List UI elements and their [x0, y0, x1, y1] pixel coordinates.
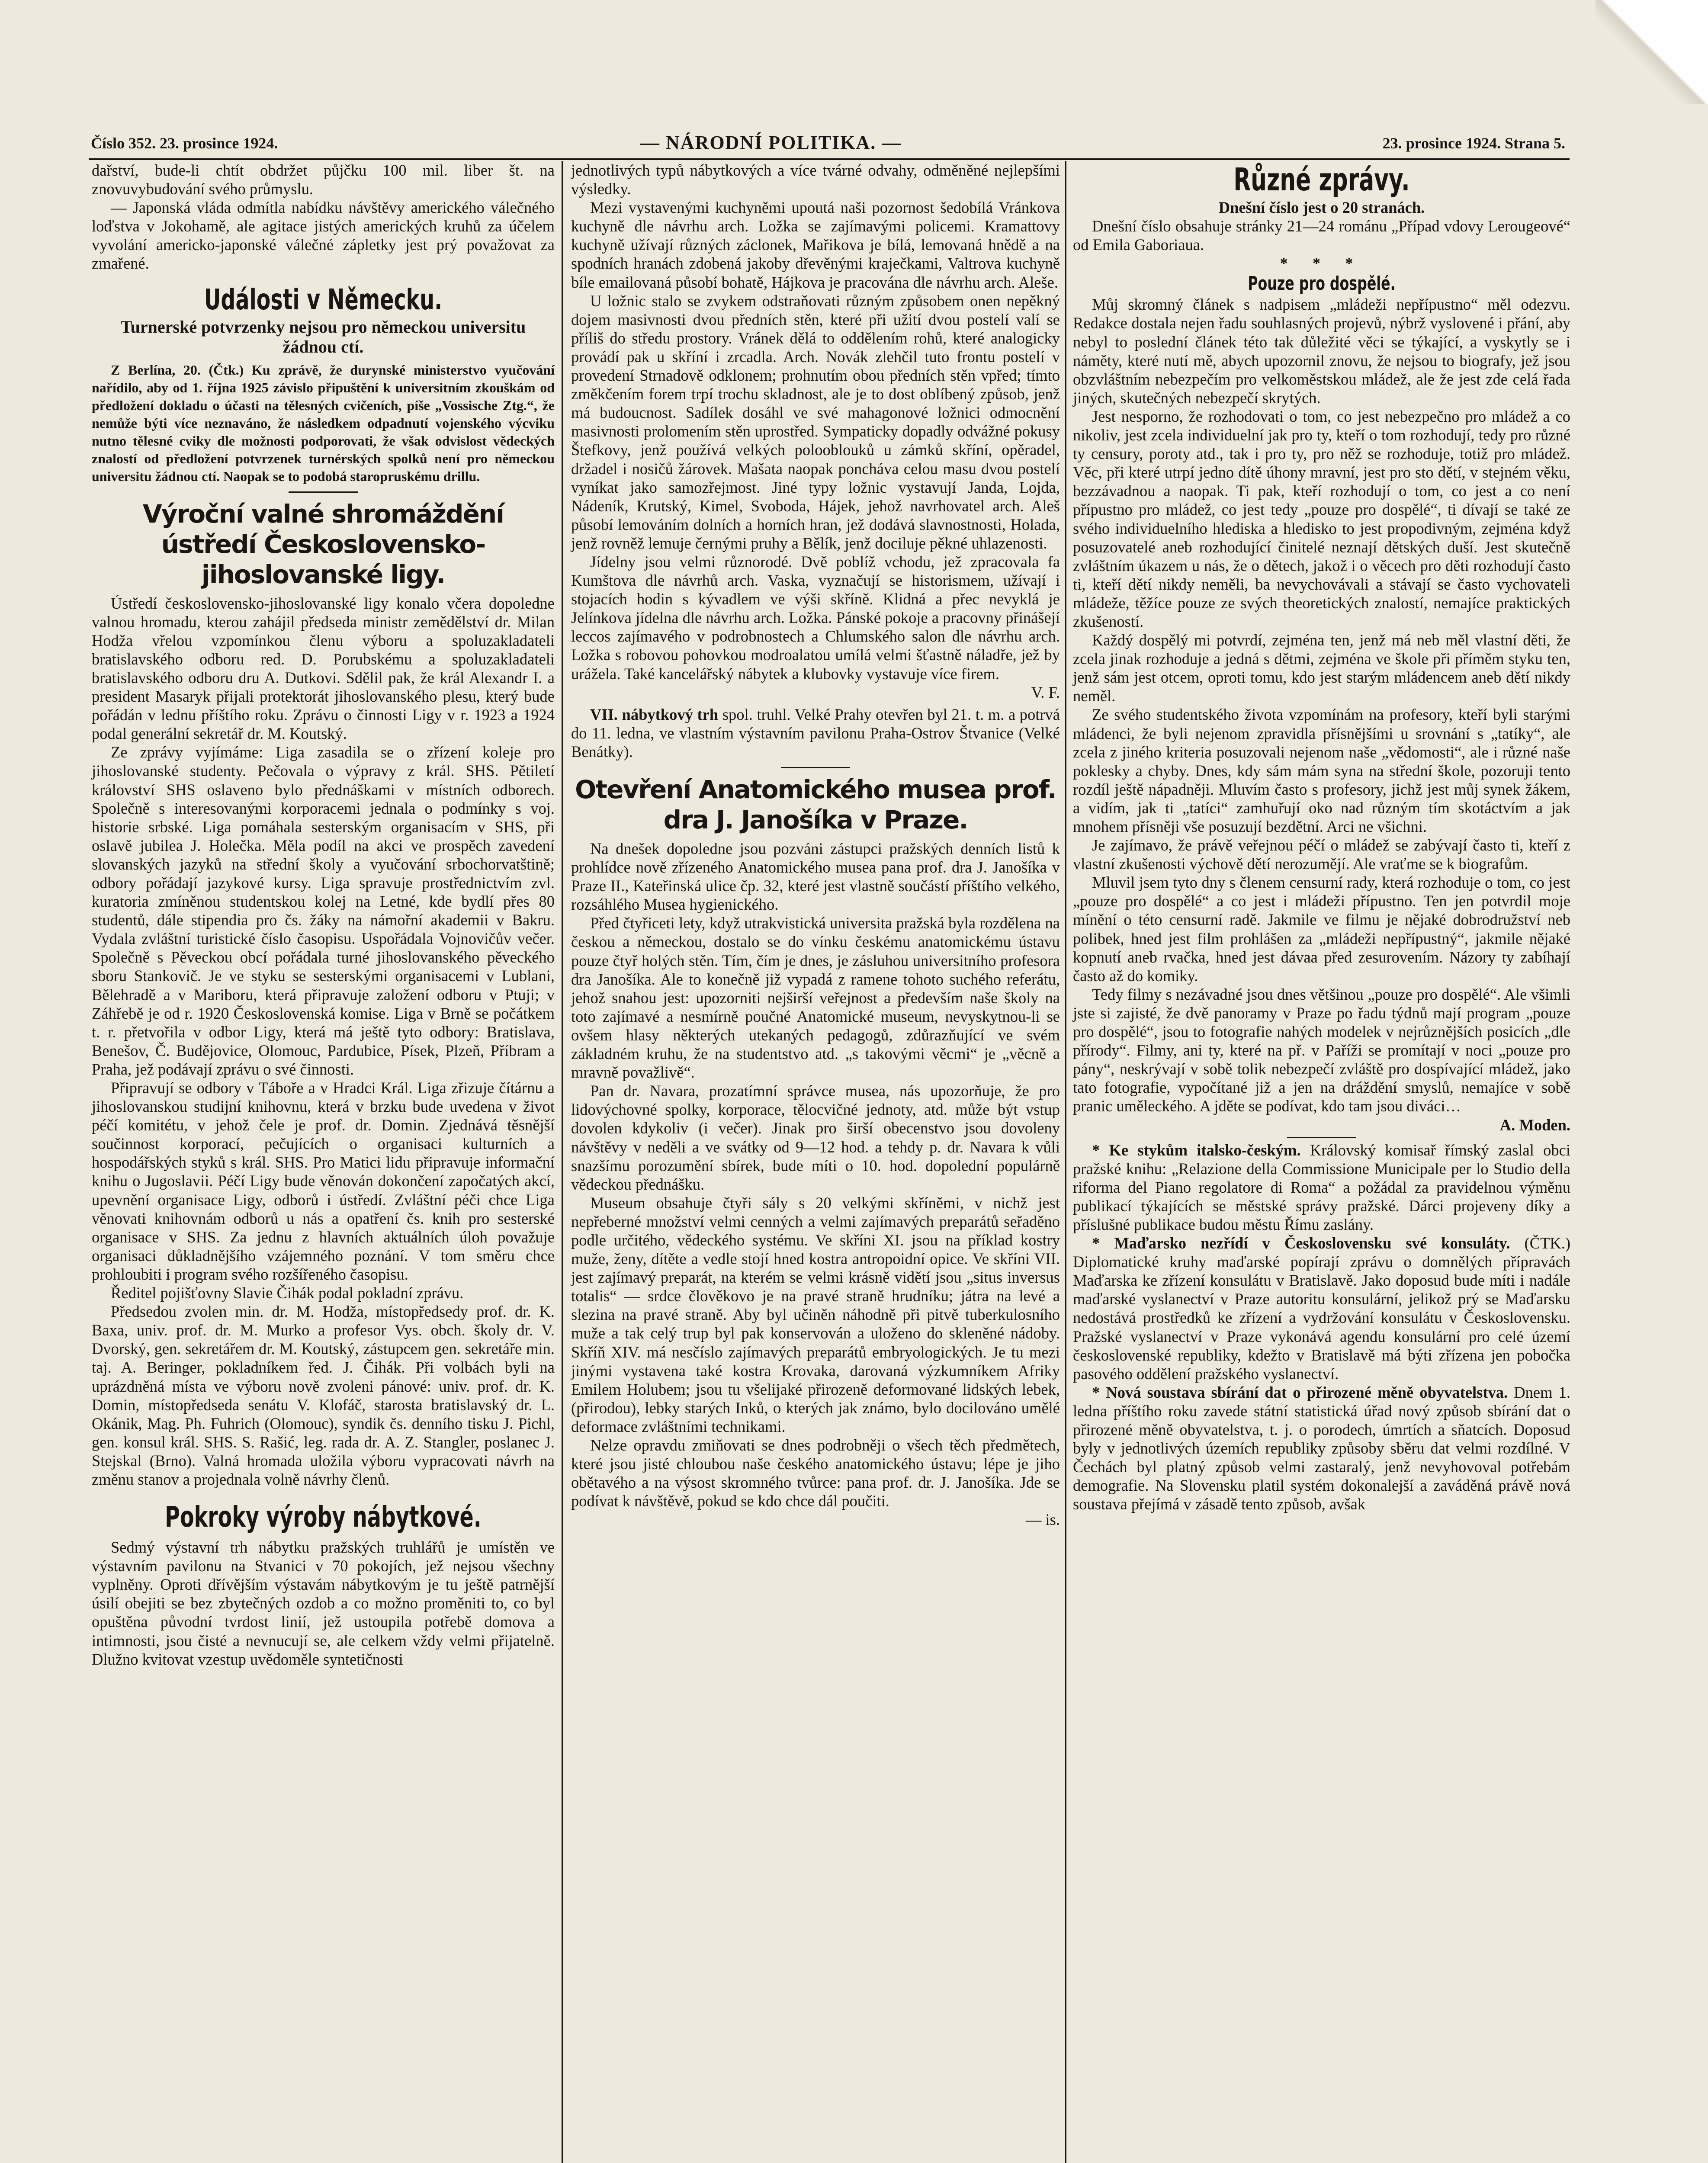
separator-rule: [781, 767, 850, 768]
paragraph: Mluvil jsem tyto dny s členem censurní rady, která rozhoduje o tom, co jest „pouze pro dospělé“ a co jest i mládeži přípustno. Ten jen potvrdil moje mínění o této censurní radě. Jakmile ve filmu je nějaké dobrodružství neb polibek, hned jest film prohlášen za „mládeži nepřípustný“, jakmile nějaké kopnutí aneb rvačka, hned jest dávaa před zesurovením. Názory ty zabíhají často až do komiky.: [1073, 873, 1570, 985]
author-signature: A. Moden.: [1499, 1116, 1570, 1134]
paragraph-text: Královský komisař římský zaslal obci pražské knihu: „Relazione della Commissione Municipale per lo Studio della riforma del Piano regolatore di Roma“ a požádal za pravidelnou výměnu publikací týkajících se městské správy pražské. Dárci projeveny díky a příslušné publikace budou městu Římu zaslány.: [1073, 1141, 1571, 1233]
lead-in: VII. nábytkový trh: [590, 705, 719, 723]
headline: Výroční valné shromáždění ústředí Československo-jihoslovanské ligy.: [142, 499, 504, 589]
header-rule: [89, 158, 1570, 160]
date-and-page: 23. prosince 1924. Strana 5.: [1382, 135, 1565, 152]
paragraph: Na dnešek dopoledne jsou pozváni zástupci pražských denních listů k prohlídce nově zřízeného Anatomického musea pana prof. dra J. Janošíka v Praze II., Kateřinská ulice čp. 32, které jest vlastně součástí příštího velkého, rozsáhlého Musea hygienického.: [571, 840, 1060, 914]
paragraph: Z Berlína, 20. (Čtk.) Ku zprávě, že durynské ministerstvo vyučování nařídilo, aby od 1. října 1925 závislo připuštění k universitním zkouškám od předložení dokladu o účasti na tělesných cvičeních, píše „Vossische Ztg.“, že nemůže býti více neznaváno, že následkem odpadnutí vojenského výcviku nutno tělesné cviky dle možnosti podporovati, že však odvislost vědeckých znalostí od předložení potvrzenek turnérských spolků není pro německou universitu žádnou ctí. Naopak se to podobá staropruskému drillu.: [92, 362, 555, 484]
column-divider-1: [562, 161, 563, 2163]
author-signature: — is.: [1025, 1511, 1060, 1529]
headline: Události v Německu.: [204, 282, 443, 316]
section-stars: * * *: [1280, 254, 1364, 273]
paragraph: Sedmý výstavní trh nábytku pražských truhlářů je umístěn ve výstavním pavilonu na Stvanici v 70 pokojích, jež nejsou všechny vyplněny. Oproti dřívějším výstavám nábytkovým je tu ještě patrnější úsilí obejiti se bez zbytečných ozdob a co možno proměniti to, co byl opuštěna původní tvrdost linií, jež ustoupila potřebě domova a intimnosti, jsou čisté a nevnucují se, ale celkem vždy velmi přijatelně. Dlužno kvitovat vzestup uvědoměle syntetičnosti: [92, 1538, 555, 1668]
lead-in: * Ke stykům italsko-českým.: [1092, 1141, 1301, 1159]
paragraph-text: Dnem 1. ledna příštího roku zavede státní statistická úřad nový způsob sbírání dat o přirozené měně obyvatelstva, t. j. o porodech, úmrtích a sňatcích. Doposud byly v jednotlivých územích republiky způsoby sběru dat velmi rozdílné. V Čechách byl platný způsob velmi zastaralý, jenž nevyhovoval potřebám demografie. Na Slovensku platil systém dokonalejší a zaváděná právě nová soustava přejímá v zásadě tento způsob, avšak: [1073, 1383, 1571, 1513]
paragraph: Nelze opravdu zmiňovati se dnes podrobněji o všech těch předmětech, které jsou jisté chloubou naše českého anatomického ústavu; lépe je jiho obětavého a na výsost skromného tvůrce: pana prof. dr. J. Janošíka. Jde se podívat k návštěvě, pokud se kdo chce dál poučiti.: [571, 1436, 1060, 1510]
column-2: [571, 161, 1060, 1529]
headline: Pouze pro dospělé.: [1248, 273, 1396, 295]
paragraph: Jídelny jsou velmi různorodé. Dvě poblíž vchodu, jež zpracovala fa Kumštova dle návrhů arch. Vaska, vyznačují se historismem, užívají i stojacích hodin s kývadlem ve výši skříně. Klidná a přec nevyklá je Jelínkova jídelna dle návrhu arch. Ložka. Pánské pokoje a pracovny přinášejí leccos zajímavého v podrobnostech a Chlumského salon dle návrhu arch. Ložka s robovou pohovkou modroalatou umílá velmi šťastně náladře, jež by urážela. Také kancelářský nábytek a klubovky vystavuje více firem.: [571, 552, 1060, 683]
paragraph: jednotlivých typů nábytkových a více tvárné odvahy, odměněné nejlepšími výsledky.: [571, 161, 1060, 198]
paragraph: Před čtyřiceti lety, když utrakvistická universita pražská byla rozdělena na českou a německou, dostalo se do vínku českému anatomickému ústavu pouze čtyř holých stěn. Tím, čím je dnes, je zásluhou universitního profesora dra Janošíka. Ale to konečně již vypadá z ramene tohoto suchého referátu, jehož snahou jest: upozorniti nejširší veřejnost a především naše školy na toto zajímavé a nesmírně poučné Anatomické museum, nevyskytnou-li se ovšem hlasy některých utekaných pedagogů, zdůrazňující ve svém základném kruhu, že na studentstvo atd. „s takovými věcmi“ je „věcně a mravně považlivě“.: [571, 914, 1060, 1082]
section-title: Různé zprávy.: [1233, 161, 1410, 198]
paragraph: Pan dr. Navara, prozatímní správce musea, nás upozorňuje, že pro lidovýchovné spolky, korporace, tělocvičné jednoty, atd. může být vstup dovolen kdykoliv (i večer). Jinak pro širší obecenstvo jsou dovoleny návštěvy v neděli a ve svátky od 9—12 hod. a tehdy p. dr. Navara k vůli snazšímu porozumění sbírek, bude míti o 10. hod. dopolední populárně vědeckou přednášku.: [571, 1082, 1060, 1193]
paragraph: Tedy filmy s nezávadné jsou dnes většinou „pouze pro dospělé“. Ale všimli jste si zajisté, že dvě panoramy v Praze po řadu týdnů mají program „pouze pro dospělé“, jsou to fotografie nahých modelek v nejrůznějších posicích „dle přírody“. Filmy, ani ty, které na př. v Paříži se promítají v noci „pouze pro pány“, neskrývají v sobě tolik nebezpečí zvláště pro dospívající mládež, jako tato fotografie, vypočítané již a jen na dráždění smyslů, nemajíce v sobě pranic uměleckého. A jděte se podívat, kdo tam jsou diváci…: [1073, 985, 1570, 1115]
paragraph-text: (ČTK.) Diplomatické kruhy maďarské popírají zprávu o domnělých přípravách Maďarska ke zřízení konsulátu v Bratislavě. Jako doposud bude míti i nadále maďarské vyslanectví v Praze autoritu konsulární, jelikož prý se Maďarsku nedostává prostředků ke zřízení a vydržování konsulátu v Československu. Pražské vyslanectví v Praze vykonává agendu konsulární pro celé území československé republiky, kdežto v Bratislavě má býti zřízena jen pobočka pasového oddělení pražského vyslanectví.: [1073, 1234, 1570, 1383]
paragraph: Jest nesporno, že rozhodovati o tom, co jest nebezpečno pro mládež a co nikoliv, jest zcela individuelní jak pro ty, kteří o tom rozhodují, tedy pro různé ty censury, poroty atd., tak i pro ty, pro něž se rozhoduje, totiž pro mládež. Věc, při které utrpí jedno dítě úhony mravní, jest pro sto dětí, v stejném věku, bezzávadnou a naopak. Ti pak, kteří rozhodují o tom, co jest a co není přípustno pro mládež, co jest tedy „pouze pro dospělé“, ti dívají se také ze svého individuelního hlediska a hledisko to jest propodivným, zejména když posuzovatelé aneb rozhodující činitelé neznají dětských duší. Jest skutečně zvláštním úkazem u nás, že o dětech, jakož i o věcech pro děti rozhodují často ti, kteří dětí nikdy neměli, ba nevychovávali a stávají se často vychovateli mládeže, těžíce pouze ze svých theoretických znalostí, nemajíce praktických zkušeností.: [1073, 407, 1570, 630]
paragraph: dařství, bude-li chtít obdržet půjčku 100 mil. liber št. na znovuvybudování svého průmyslu.: [92, 161, 555, 198]
subheadline: Turnerské potvrzenky nejsou pro německou universitu žádnou ctí.: [120, 317, 526, 356]
masthead-title: — NÁRODNÍ POLITIKA. —: [640, 132, 902, 153]
paragraph: Ze zprávy vyjímáme: Liga zasadila se o zřízení koleje pro jihoslovanské studenty. Pečovala o výpravy z král. SHS. Pětiletí království SHS oslaveno bylo přednáškami v místních odborech. Společně s interesovanými korporacemi jednala o podmínky s voj. historie srbské. Liga pomáhala sesterským organisacím v SHS, při oslavě jubilea J. Holečka. Měla podíl na akci ve prospěch zavedení slovanských jazyků na střední školy a vyučování srbochorvatštině; odbory pořádají jazykové kursy. Liga spravuje prostřednictvím zvl. kuratoria zmíněnou studentskou kolej na Letné, kde bydlí přes 80 studentů, dále stipendia pro čs. žáky na námořní akademii v Bakru. Vydala zvláštní turistické číslo časopisu. Uspořádala Vojnovičův večer. Společně s Pěveckou obcí pořádala turné jihoslovanského pěveckého sboru Stankovič. Je ve styku se sesterskými organisacemi v Lublani, Bělehradě a v Mariboru, která připravuje založení odboru v Ptuji; v Záhřebě je od r. 1920 Československá komise. Liga v Brně se počátkem t. r. přetvořila v odbor Ligy, která má ještě tyto odbory: Bratislava, Benešov, Č. Budějovice, Olomouc, Pardubice, Písek, Plzeň, Příbram a Praha, jež podávají zprávu o své činnosti.: [92, 743, 555, 1078]
separator-rule: [1287, 1137, 1356, 1138]
author-signature: V. F.: [1031, 683, 1060, 701]
paragraph: U ložnic stalo se zvykem odstraňovati různým způsobem onen nepěkný dojem masivnosti dvou předních stěn, které při užití dvou postelí valí se příliš do středu prostory. Vránek dělá to oddělením rohů, které analogicky provádí pak u skříní i zrcadla. Arch. Novák zlehčil tuto frontu postelí v provedení Strnadově odklonem; prohnutím obou předních stěn vpřed; tímto změkčením forem trpí trochu skladnost, ale je to dost oblíbený způsob, jenž má budoucnost. Sadílek dosáhl ve své mahagonové ložnici odmocnění masivnosti prolomením stěn uprostřed. Sympaticky dopadly odvážné pokusy Štefkovy, jenž používá velkých polooblouků u zámků skříní, opěradel, držadel i nosičů žárovek. Mašata naopak poncháva celou masu dvou postelí vyníkat jako samozřejmost. Jiné typy ložnic vystavují Janda, Lojda, Nádeník, Krutský, Kimel, Svoboda, Hájek, jehož navrhovatel arch. Aleš působí lemováním dolních a horních hran, jež dodává slavnostnosti, Holada, jenž rovněž lemuje černými pruhy a Bělík, jenž dociluje pěkné uhlazenosti.: [571, 292, 1060, 552]
paragraph: Ředitel pojišťovny Slavie Čihák podal pokladní zprávu.: [111, 1284, 464, 1302]
headline: Pokroky výroby nábytkové.: [165, 1500, 482, 1534]
separator-rule: [289, 491, 358, 493]
issue-and-date: Číslo 352. 23. prosince 1924.: [91, 135, 278, 152]
folded-corner: [1596, 0, 1708, 104]
column-divider-2: [1065, 161, 1066, 2163]
paragraph: Můj skromný článek s nadpisem „mládeži nepřípustno“ měl odezvu. Redakce dostala nejen řadu souhlasných projevů, nýbrž vyslovené i přání, aby nebyl to poslední článek této tak důležité věci se týkající, a vyskytly se i náměty, které nutí mě, abych upozornil znovu, že nejsou to biografy, jež jsou obzvláštním nebezpečím pro velkoměstskou mládež, ale že jest zde celá řada jiných, skutečných nebezpečí skrytých.: [1073, 295, 1570, 407]
paragraph: Každý dospělý mi potvrdí, zejména ten, jenž má neb měl vlastní děti, že zcela jinak rozhoduje a jedná s dětmi, zejména ve škole při příměm styku ten, jenž sám jest otcem, oproti tomu, kdo jest starým mládencem aneb dětí nikdy neměl.: [1073, 631, 1570, 705]
paragraph: [571, 705, 1060, 761]
paragraph: Mezi vystavenými kuchyněmi upoutá naši pozornost šedobílá Vránkova kuchyně dle návrhu arch. Ložka se zajímavými policemi. Kramattovy kuchyně užívají různých záclonek, Mařikova je bílá, lemovaná hnědě a na spodních hranách zdobená jakoby dřevěnými kraječkami, Valtrova kuchyně bíle emailovaná působí bohatě, Hájkova je pracována dle návrhu arch. Aleše.: [571, 199, 1060, 291]
paragraph: Ústředí československo-jihoslovanské ligy konalo včera dopoledne valnou hromadu, kterou zahájil předseda ministr zemědělství dr. Milan Hodža vřelou vzpomínkou členu výboru a spoluzakladateli bratislavského odboru red. D. Porubskému a spoluzakladateli bratislavského odboru dru A. Dutkovi. Sdělil pak, že král Alexandr I. a president Masaryk přijali protektorát jihoslovanského plesu, který bude pořádán v lednu příštího roku. Zprávu o činnosti Ligy v r. 1923 a 1924 podal generální sekretář dr. M. Koutský.: [92, 594, 555, 743]
paragraph: [1073, 1234, 1570, 1383]
lead-in: * Nová soustava sbírání dat o přirozené měně obyvatelstva.: [1092, 1383, 1508, 1401]
paragraph: Ze svého studentského života vzpomínám na profesory, kteří byli starými mládenci, že byli nejenom zpravidla přísnějšími u srovnání s „tatíky“, ale zcela z jiného kriteria posuzovali nejenom naše „vědomosti“, ale i různé naše poklesky a chyby. Dnes, kdy sám mám syna na střední škole, pozoruji tento rozdíl ještě nápadněji. Mluvím často s profesory, jichž jest můj synek žákem, a vidím, jak ti „tatíci“ zamhuřují oko nad různým tím skotáctvím a jak mnohem přísněji vše posuzují bezdětní. Arci ne všichni.: [1073, 706, 1570, 835]
paragraph: — Japonská vláda odmítla nabídku návštěvy amerického válečného loďstva v Jokohamě, ale agitace jistých amerických kruhů za účelem vyvolání americko-japonské válečné zápletky jest prý považovat za zmařené.: [92, 199, 555, 273]
paragraph: Připravují se odbory v Táboře a v Hradci Král. Liga zřizuje čítárnu a jihoslovanskou studijní knihovnu, která v brzku bude uvedena v život péčí komitétu, v jehož čele je prof. dr. Domin. Zjednává těsnější součinnost korporací, pečujících o organisaci kulturních a hospodářských styků s král. SHS. Pro Matici lidu připravuje informační knihu o Jugoslavii. Péčí Ligy bude věnován dokončení započatých akcí, upevnění organisace Ligy, odborů i ústředí. Zvláštní péči chce Liga věnovati knihovnám odborů u nás a opatření čs. knih pro sesterské organisace v SHS. Za jednu z hlavních aktuálních úloh považuje organisaci důkladnějšího vzájemného poznání. V tom směru chce prohloubiti i program svého rozšířeného časopisu.: [92, 1079, 555, 1283]
page-header: [91, 132, 1565, 159]
paragraph: Předsedou zvolen min. dr. M. Hodža, místopředsedy prof. dr. K. Baxa, univ. prof. dr. M. Murko a profesor Vys. obch. školy dr. V. Dvorský, gen. sekretářem dr. M. Koutský, zástupcem gen. sekretáře min. taj. A. Beringer, pokladníkem řed. J. Čihák. Při volbách byli na uprázdněná místa ve výboru nově zvoleni pánové: univ. prof. dr. K. Domin, místopředseda senátu V. Klofáč, starosta bratislavský dr. L. Okánik, Mag. Ph. Fuhrich (Olomouc), syndik čs. denního tisku J. Pichl, gen. konsul král. SHS. S. Rašić, leg. rada dr. A. Z. Stangler, poslanec J. Stejskal (Brno). Valná hromada uložila výboru vypracovati návrh na změnu stanov a projednala volně návrhy členů.: [92, 1303, 555, 1488]
headline: Otevření Anatomického musea prof. dra J. Janošíka v Praze.: [575, 775, 1056, 834]
paragraph: Je zajímavo, že právě veřejnou péčí o mládež se zabývají často ti, kteří z vlastní zkušenosti výchově dětí nerozumějí. Ale vraťme se k biografům.: [1073, 836, 1570, 873]
paragraph: [1073, 1141, 1570, 1234]
paragraph-text: spol. truhl. Velké Prahy otevřen byl 21. t. m. a potrvá do 11. ledna, ve vlastním výstavním pavilonu Praha-Ostrov Štvanice (Velké Benátky).: [571, 705, 1060, 761]
notice: Dnešní číslo jest o 20 stranách.: [1218, 199, 1425, 216]
paragraph: Dnešní číslo obsahuje stránky 21—24 románu „Případ vdovy Lerougeové“ od Emila Gaboriaua.: [1073, 217, 1570, 254]
column-3: [1073, 161, 1570, 1513]
column-1: [92, 161, 555, 1669]
paragraph: Museum obsahuje čtyři sály s 20 velkými skříněmi, v nichž jest nepřeberné množství velmi cenných a velmi zajímavých preparátů seřaděno podle určitého, vědeckého systému. Ve skříni XI. jsou na příklad kostry muže, ženy, dítěte a vedle stojí hned kostra antropoidní opice. Ve skříni VII. jest zajímavý preparát, na kterém se velmi krásně vidětí jsou „situs inversus totalis“ — srdce člověkovo je na pravé straně hrudníku; játra na levé a slezina na pravé straně. Aby byl učiněn náhodně při pitvě tuberkulosního muže a tak celý trup byl pak konservován a uloženo do skleněné nádoby. Skříň XIV. má nesčíslo zajímavých preparátů embryologických. Je tu mezi jinými vystavena také kostra Krovaka, darovaná výzkumníkem Afriky Emilem Holubem; jsou tu všelijaké přirozeně deformované lidských lebek, (přirodou), lebky starých Inků, o kterých jak známo, bylo docilováno umělé deformace zvláštními technikami.: [571, 1194, 1060, 1435]
lead-in: * Maďarsko nezřídí v Československu své konsuláty.: [1092, 1234, 1510, 1252]
paragraph: [1073, 1383, 1570, 1514]
